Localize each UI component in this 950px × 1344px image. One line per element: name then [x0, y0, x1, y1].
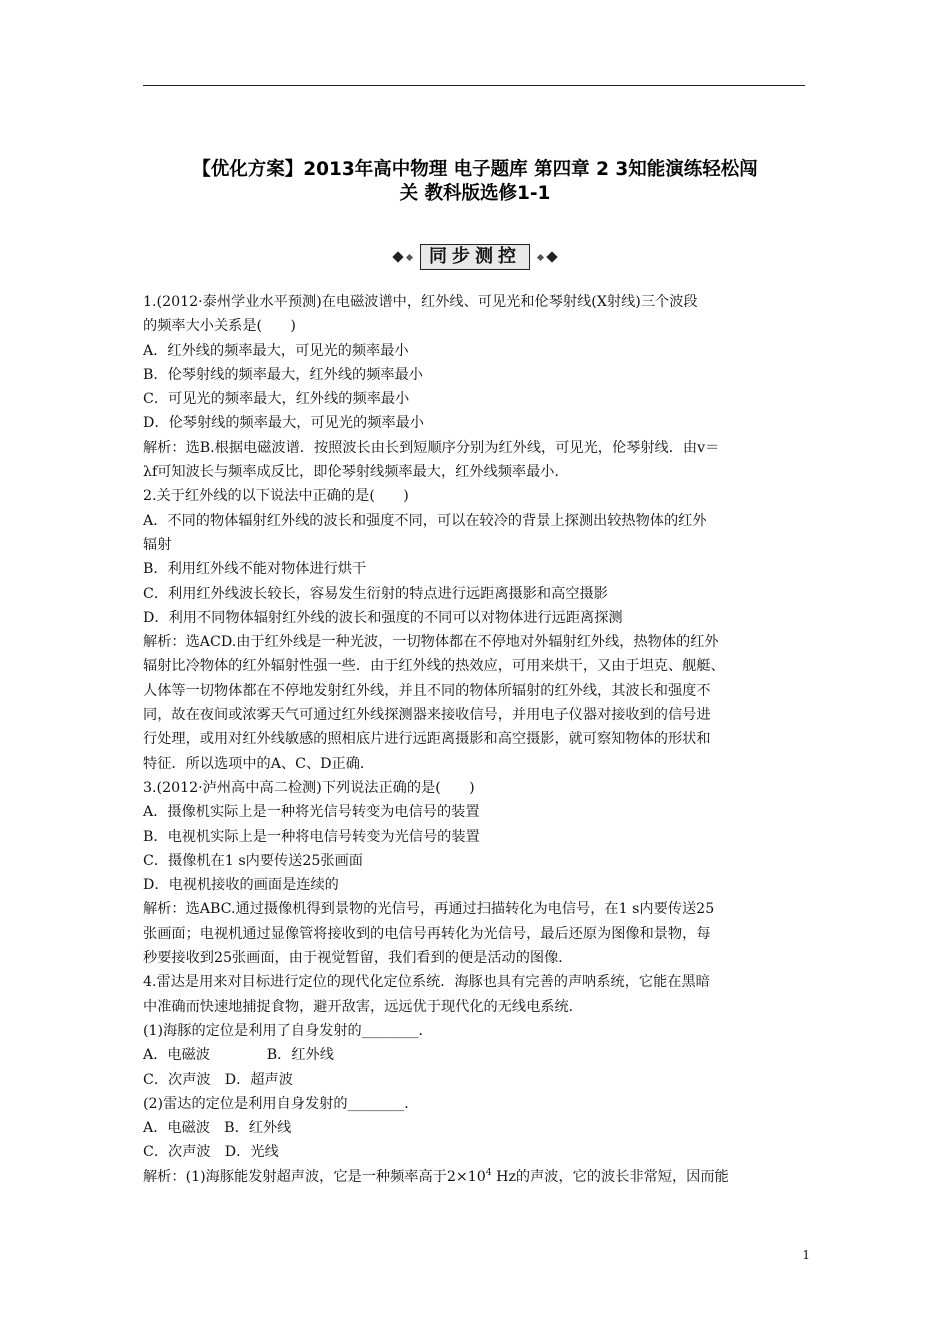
text-line: 3.(2012·泸州高中高二检测)下列说法正确的是( )	[143, 779, 475, 796]
title-line-2: 关 教科版选修1-1	[399, 183, 551, 204]
text-line: 特征．所以选项中的A、C、D正确．	[143, 755, 375, 772]
text-fragment: Hz的声波，它的波长非常短，因而能	[491, 1168, 729, 1185]
text-line: C．可见光的频率最大，红外线的频率最小	[143, 391, 410, 408]
diamond-icon	[546, 251, 557, 262]
text-line: 张画面；电视机通过显像管将接收到的电信号再转化为光信号，最后还原为图像和景物，每	[143, 925, 711, 942]
text-line: D．电视机接收的画面是连续的	[143, 877, 339, 894]
text-line: 2.关于红外线的以下说法中正确的是( )	[143, 488, 409, 505]
text-line: 人体等一切物体都在不停地发射红外线，并且不同的物体所辐射的红外线，其波长和强度不	[143, 682, 711, 699]
text-line	[143, 1165, 808, 1189]
text-line: 行处理，或用对红外线敏感的照相底片进行远距离摄影和高空摄影，就可察知物体的形状和	[143, 731, 711, 748]
page-number: 1	[802, 1248, 810, 1262]
text-line: C．次声波 D．光线	[143, 1144, 279, 1161]
title-line-1: 【优化方案】2013年高中物理 电子题库 第四章 2 3知能演练轻松闯	[192, 159, 758, 180]
text-line: λf可知波长与频率成反比，即伦琴射线频率最大，红外线频率最小．	[143, 464, 569, 481]
text-line: 秒要接收到25张画面，由于视觉暂留，我们看到的便是活动的图像．	[143, 950, 573, 967]
text-line: B．伦琴射线的频率最大，红外线的频率最小	[143, 366, 423, 383]
banner-label: 同步测控	[420, 244, 530, 270]
text-line: A．电磁波 B．红外线	[143, 1120, 292, 1137]
text-line: 辐射比冷物体的红外辐射性强一些．由于红外线的热效应，可用来烘干，又由于坦克、舰艇、	[143, 658, 725, 675]
text-line: C．利用红外线波长较长，容易发生衍射的特点进行远距离摄影和高空摄影	[143, 585, 608, 602]
text-line: 解析：选ACD.由于红外线是一种光波，一切物体都在不停地对外辐射红外线，热物体的红外	[143, 634, 719, 651]
text-line: A．摄像机实际上是一种将光信号转变为电信号的装置	[143, 804, 480, 821]
text-line: A．电磁波 B．红外线	[143, 1047, 334, 1064]
document-title	[143, 158, 807, 206]
text-line: C．摄像机在1 s内要传送25张画面	[143, 852, 363, 869]
text-line: (2)雷达的定位是利用自身发射的________．	[143, 1095, 419, 1112]
text-line: 1.(2012·泰州学业水平预测)在电磁波谱中，红外线、可见光和伦琴射线(X射线)三个波段	[143, 294, 698, 310]
diamond-icon	[537, 253, 544, 260]
question-content	[143, 290, 808, 1189]
text-line: 中准确而快速地捕捉食物，避开敌害，远远优于现代化的无线电系统．	[143, 998, 583, 1015]
text-line: D．利用不同物体辐射红外线的波长和强度的不同可以对物体进行远距离探测	[143, 609, 623, 626]
text-line: B．电视机实际上是一种将电信号转变为光信号的装置	[143, 828, 480, 845]
diamond-icon	[392, 251, 403, 262]
superscript: 4	[485, 1167, 492, 1178]
text-line: B．利用红外线不能对物体进行烘干	[143, 561, 367, 578]
text-line: C．次声波 D．超声波	[143, 1071, 293, 1088]
text-line: 同，故在夜间或浓雾天气可通过红外线探测器来接收信号，并用电子仪器对接收到的信号进	[143, 707, 711, 724]
text-fragment: 解析：(1)海豚能发射超声波，它是一种频率高于2×10	[143, 1168, 486, 1185]
text-line: 解析：选B.根据电磁波谱．按照波长由长到短顺序分别为红外线，可见光，伦琴射线．由v＝	[143, 439, 720, 456]
section-banner	[370, 243, 580, 271]
text-line: 4.雷达是用来对目标进行定位的现代化定位系统．海豚也具有完善的声呐系统，它能在黑暗	[143, 974, 710, 991]
text-line: 解析：选ABC.通过摄像机得到景物的光信号，再通过扫描转化为电信号，在1 s内要传送25	[143, 901, 715, 918]
text-line: A．红外线的频率最大，可见光的频率最小	[143, 342, 409, 359]
text-line: 辐射	[143, 536, 172, 553]
text-line: (1)海豚的定位是利用了自身发射的________．	[143, 1022, 433, 1039]
text-line: 的频率大小关系是( )	[143, 318, 296, 335]
diamond-icon	[406, 253, 413, 260]
text-line: A．不同的物体辐射红外线的波长和强度不同，可以在较冷的背景上探测出较热物体的红外	[143, 512, 707, 529]
header-rule	[143, 85, 805, 86]
text-line: D．伦琴射线的频率最大，可见光的频率最小	[143, 415, 424, 432]
